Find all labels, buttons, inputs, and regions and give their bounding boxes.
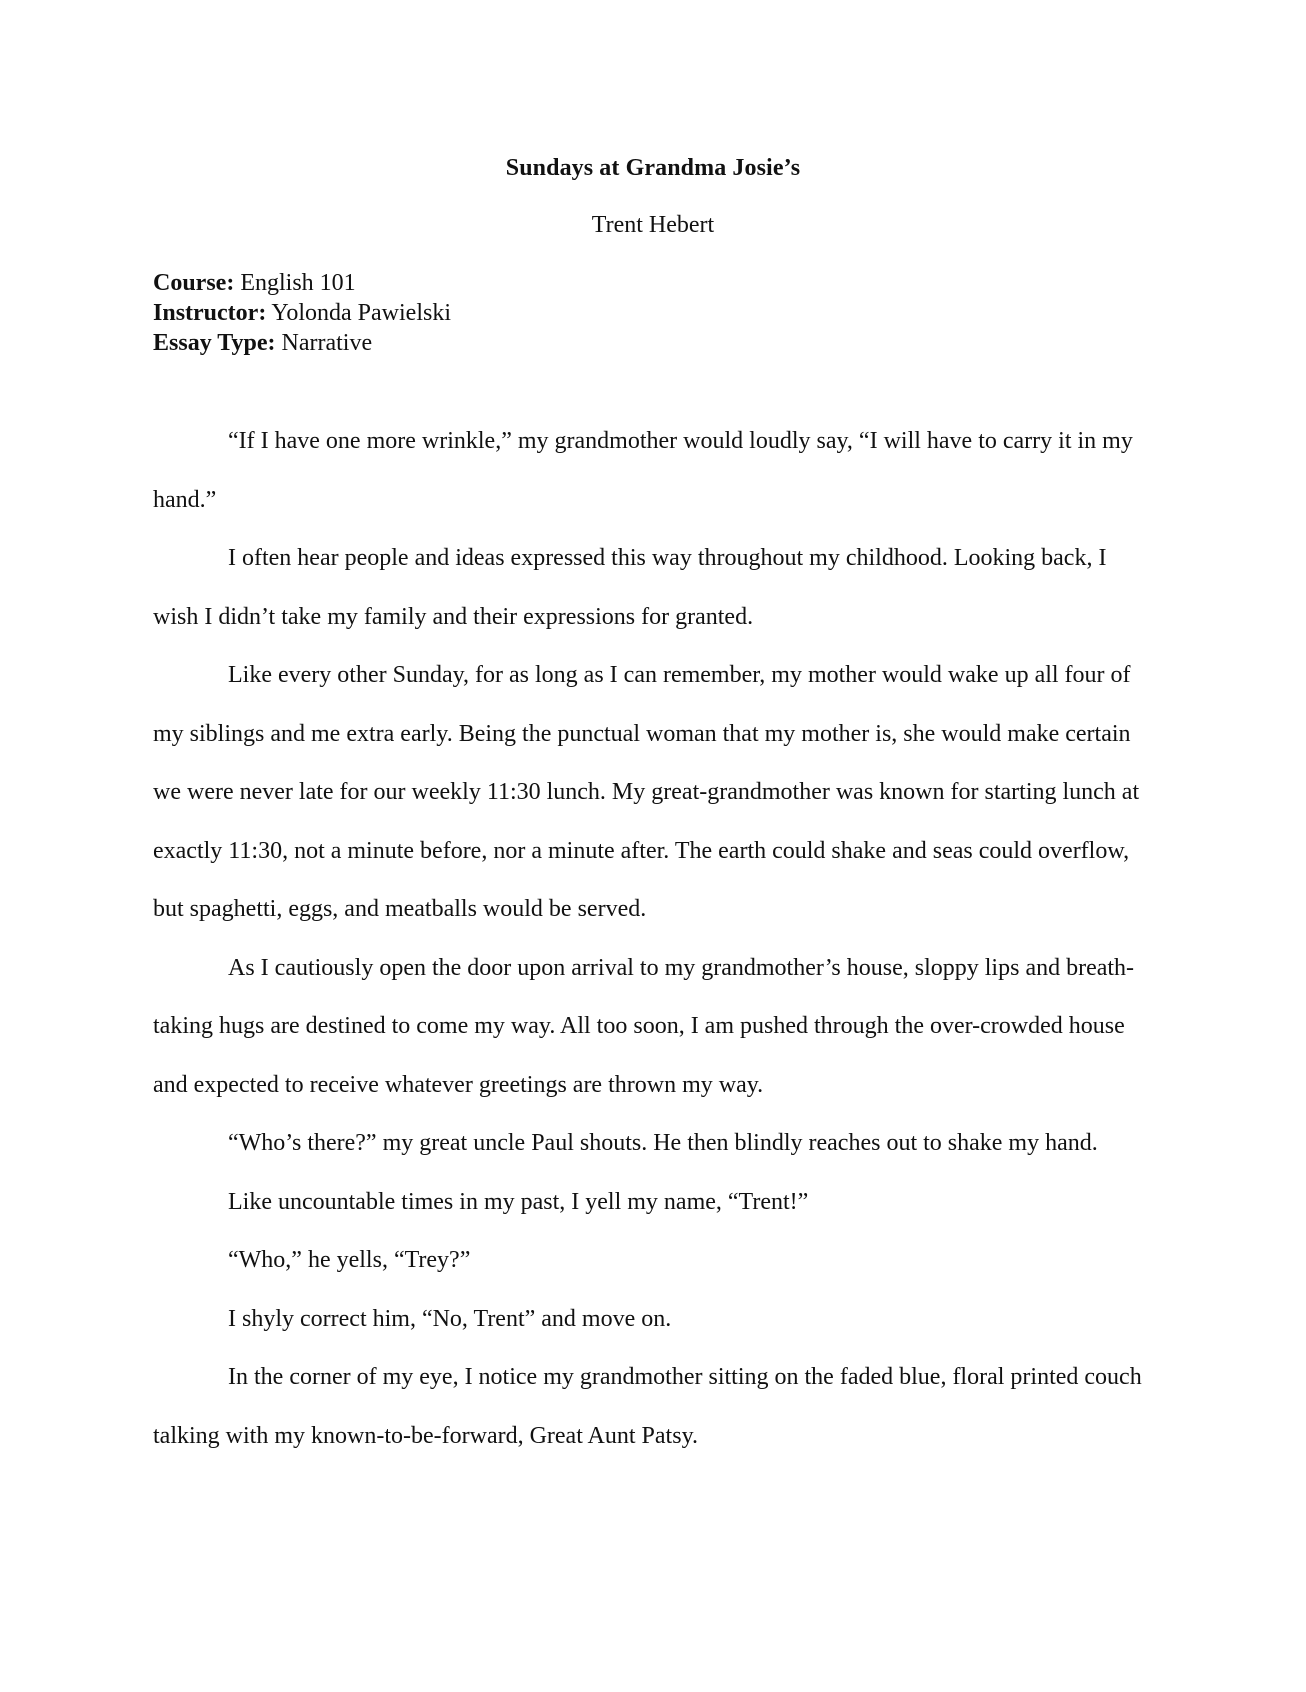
paragraph: I often hear people and ideas expressed this way throughout my childhood. Looking back, I wish I didn’t take my family and their expressions for granted.	[153, 545, 1107, 630]
meta-course-value: English 101	[240, 270, 356, 296]
paragraph: As I cautiously open the door upon arrival to my grandmother’s house, sloppy lips and breath-taking hugs are destined to come my way. All too soon, I am pushed through the over-crowded house and expected to receive whatever greetings are thrown my way.	[153, 954, 1135, 1098]
paragraph: “If I have one more wrinkle,” my grandmother would loudly say, “I will have to carry it in my hand.”	[153, 428, 1133, 513]
paragraph: “Who’s there?” my great uncle Paul shouts. He then blindly reaches out to shake my hand.	[228, 1130, 1098, 1156]
meta-instructor-value: Yolonda Pawielski	[271, 300, 451, 326]
essay-body	[153, 412, 1153, 1465]
meta-essay-type	[153, 328, 451, 358]
paragraph: In the corner of my eye, I notice my grandmother sitting on the faded blue, floral printed couch talking with my known-to-be-forward, Great Aunt Patsy.	[153, 1364, 1142, 1449]
essay-title: Sundays at Grandma Josie’s	[505, 155, 801, 181]
meta-instructor-label: Instructor:	[153, 300, 267, 326]
paragraph: “Who,” he yells, “Trey?”	[228, 1247, 471, 1273]
essay-meta-block	[153, 268, 451, 358]
meta-instructor	[153, 298, 451, 328]
paragraph: Like uncountable times in my past, I yell my name, “Trent!”	[228, 1188, 809, 1215]
meta-essay-type-value: Narrative	[281, 330, 373, 356]
essay-author: Trent Hebert	[591, 212, 715, 238]
meta-essay-type-label: Essay Type:	[153, 330, 276, 356]
paragraph: I shyly correct him, “No, Trent” and move on.	[228, 1305, 672, 1332]
meta-course	[153, 268, 451, 298]
meta-course-label: Course:	[153, 270, 235, 296]
paragraph: Like every other Sunday, for as long as I can remember, my mother would wake up all four of my siblings and me extra early. Being the punctual woman that my mother is, she would make certain we were never late for our weekly 11:30 lunch. My great-grandmother was known for starting lunch at exactly 11:30, not a minute before, nor a minute after. The earth could shake and seas could overflow, but spaghetti, eggs, and meatballs would be served.	[153, 662, 1140, 922]
